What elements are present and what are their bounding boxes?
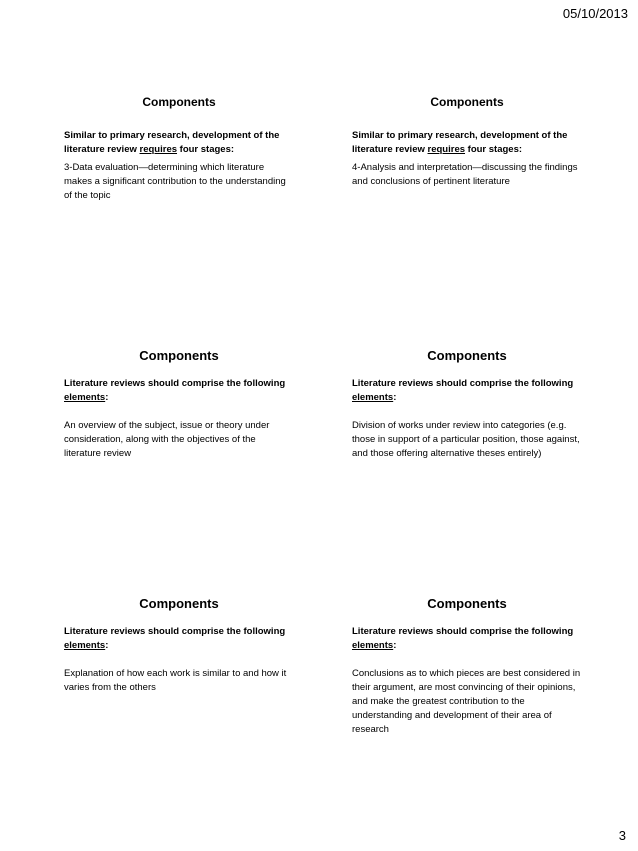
intro-text: Literature reviews should comprise the following: [352, 378, 574, 389]
intro-text-end: four stages:: [177, 144, 235, 155]
intro-text: Literature reviews should comprise the following: [64, 378, 286, 389]
intro-text: Literature reviews should comprise the following: [64, 626, 286, 637]
intro-text-end: :: [393, 640, 397, 651]
intro-underlined-word: elements: [352, 392, 394, 403]
intro-underlined-word: elements: [64, 392, 106, 403]
slide-title: Components: [139, 596, 219, 611]
slide-title: Components: [142, 95, 216, 109]
intro-text-end: :: [105, 392, 109, 403]
slide-title: Components: [427, 348, 507, 363]
intro-underlined-word: requires: [139, 144, 178, 155]
slide-intro: [64, 625, 294, 653]
slide-thumbnail-6: [352, 596, 582, 737]
intro-text-end: :: [393, 392, 397, 403]
slide-body: Explanation of how each work is similar to and how it varies from the others: [64, 668, 287, 693]
intro-text: Literature reviews should comprise the following: [352, 626, 574, 637]
slide-thumbnail-2: [352, 95, 582, 189]
slide-thumbnail-5: [64, 596, 294, 695]
slide-title: Components: [139, 348, 219, 363]
slide-title: Components: [430, 95, 504, 109]
slide-body: 3-Data evaluation—determining which literature makes a significant contribution to the understanding of the topic: [64, 162, 286, 201]
slide-body: 4-Analysis and interpretation—discussing the findings and conclusions of pertinent literature: [352, 162, 578, 187]
slide-intro: [64, 377, 294, 405]
slide-title: Components: [427, 596, 507, 611]
slide-body: Division of works under review into categories (e.g. those in support of a particular position, those against, and those offering alternative theses entirely): [352, 420, 580, 459]
intro-underlined-word: elements: [352, 640, 394, 651]
slide-intro: [352, 129, 582, 157]
slide-thumbnail-4: [352, 348, 582, 461]
slide-intro: [352, 625, 582, 653]
slide-intro: [64, 129, 294, 157]
page-date: 05/10/2013: [562, 6, 628, 21]
slide-thumbnail-3: [64, 348, 294, 461]
slide-body: An overview of the subject, issue or theory under consideration, along with the objectives of the literature review: [64, 420, 270, 459]
slide-thumbnail-1: [64, 95, 294, 203]
slide-body: Conclusions as to which pieces are best considered in their argument, are most convincing of their opinions, and make the greatest contribution to the understanding and development of their area of research: [352, 668, 581, 735]
intro-text: Similar to primary research, development of the literature review: [64, 130, 280, 155]
intro-text-end: :: [105, 640, 109, 651]
intro-text-end: four stages:: [465, 144, 523, 155]
intro-text: Similar to primary research, development of the literature review: [352, 130, 568, 155]
page-number: 3: [618, 828, 626, 843]
intro-underlined-word: elements: [64, 640, 106, 651]
intro-underlined-word: requires: [427, 144, 466, 155]
slide-intro: [352, 377, 582, 405]
